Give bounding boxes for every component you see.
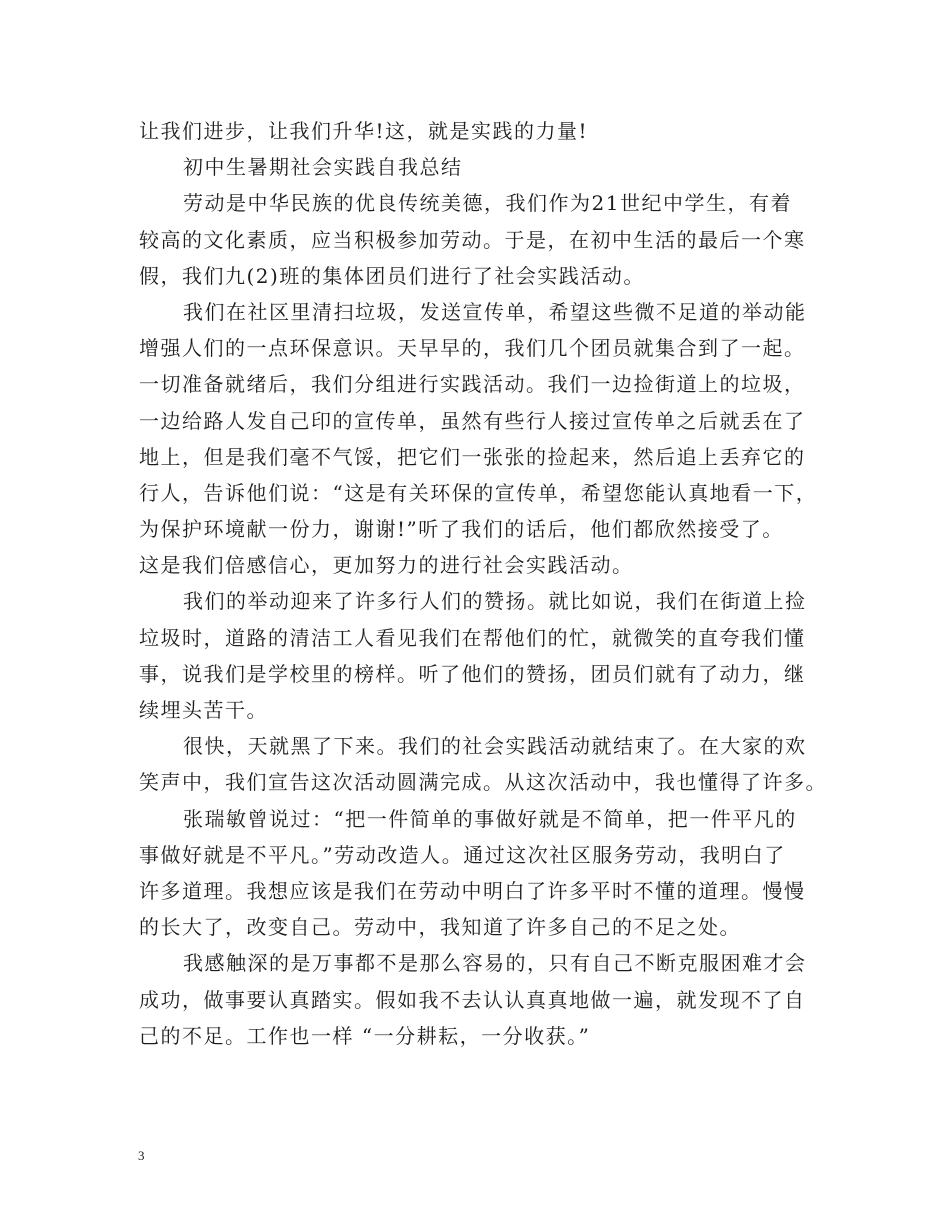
text-line: 事，说我们是学校里的榜样。听了他们的赞扬，团员们就有了动力，继 bbox=[139, 661, 806, 686]
text-line: 己的不足。工作也一样 “一分耕耘，一分收获。” bbox=[139, 1023, 591, 1048]
paragraph-first-line: 我们在社区里清扫垃圾，发送宣传单，希望这些微不足道的举动能 bbox=[183, 299, 807, 324]
text-line: 让我们进步，让我们升华!这，就是实践的力量! bbox=[139, 119, 589, 143]
text-line: 较高的文化素质，应当积极参加劳动。于是，在初中生活的最后一个寒 bbox=[139, 227, 806, 252]
text-line: 假，我们九(2)班的集体团员们进行了社会实践活动。 bbox=[139, 263, 645, 288]
text-line: 一切准备就绪后，我们分组进行实践活动。我们一边捡街道上的垃圾， bbox=[139, 372, 806, 397]
paragraph-first-line: 劳动是中华民族的优良传统美德，我们作为21世纪中学生，有着 bbox=[183, 191, 792, 216]
document-body bbox=[139, 113, 829, 1054]
text-line: 笑声中，我们宣告这次活动圆满完成。从这次活动中，我也懂得了许多。 bbox=[139, 770, 827, 795]
text-line: 许多道理。我想应该是我们在劳动中明白了许多平时不懂的道理。慢慢 bbox=[139, 878, 806, 903]
text-line: 成功，做事要认真踏实。假如我不去认认真真地做一遍，就发现不了自 bbox=[139, 987, 806, 1012]
text-line: 这是我们倍感信心，更加努力的进行社会实践活动。 bbox=[139, 553, 634, 578]
paragraph-first-line: 我们的举动迎来了许多行人们的赞扬。就比如说，我们在街道上捡 bbox=[183, 589, 807, 614]
text-line: 地上，但是我们毫不气馁，把它们一张张的捡起来，然后追上丢弃它的 bbox=[139, 444, 806, 469]
paragraph-first-line: 我感触深的是万事都不是那么容易的，只有自己不断克服困难才会 bbox=[183, 951, 807, 976]
text-line: 一边给路人发自己印的宣传单，虽然有些行人接过宣传单之后就丢在了 bbox=[139, 408, 806, 433]
paragraph-first-line: 很快，天就黑了下来。我们的社会实践活动就结束了。在大家的欢 bbox=[183, 734, 807, 759]
paragraph-first-line: 初中生暑期社会实践自我总结 bbox=[183, 155, 463, 180]
paragraph-first-line: 张瑞敏曾说过：“把一件简单的事做好就是不简单，把一件平凡的 bbox=[183, 806, 797, 831]
text-line: 垃圾时，道路的清洁工人看见我们在帮他们的忙，就微笑的直夸我们懂 bbox=[139, 625, 806, 650]
page-number: 3 bbox=[138, 1148, 145, 1163]
text-line: 续埋头苦干。 bbox=[139, 698, 268, 722]
text-line: 事做好就是不平凡。”劳动改造人。通过这次社区服务劳动，我明白了 bbox=[139, 842, 786, 867]
text-line: 增强人们的一点环保意识。天早早的，我们几个团员就集合到了一起。 bbox=[139, 336, 806, 361]
text-line: 行人，告诉他们说：“这是有关环保的宣传单，希望您能认真地看一下， bbox=[139, 480, 818, 505]
text-line: 的长大了，改变自己。劳动中，我知道了许多自己的不足之处。 bbox=[139, 915, 741, 940]
text-line: 为保护环境献一份力，谢谢!”听了我们的话后，他们都欣然接受了。 bbox=[139, 517, 784, 542]
